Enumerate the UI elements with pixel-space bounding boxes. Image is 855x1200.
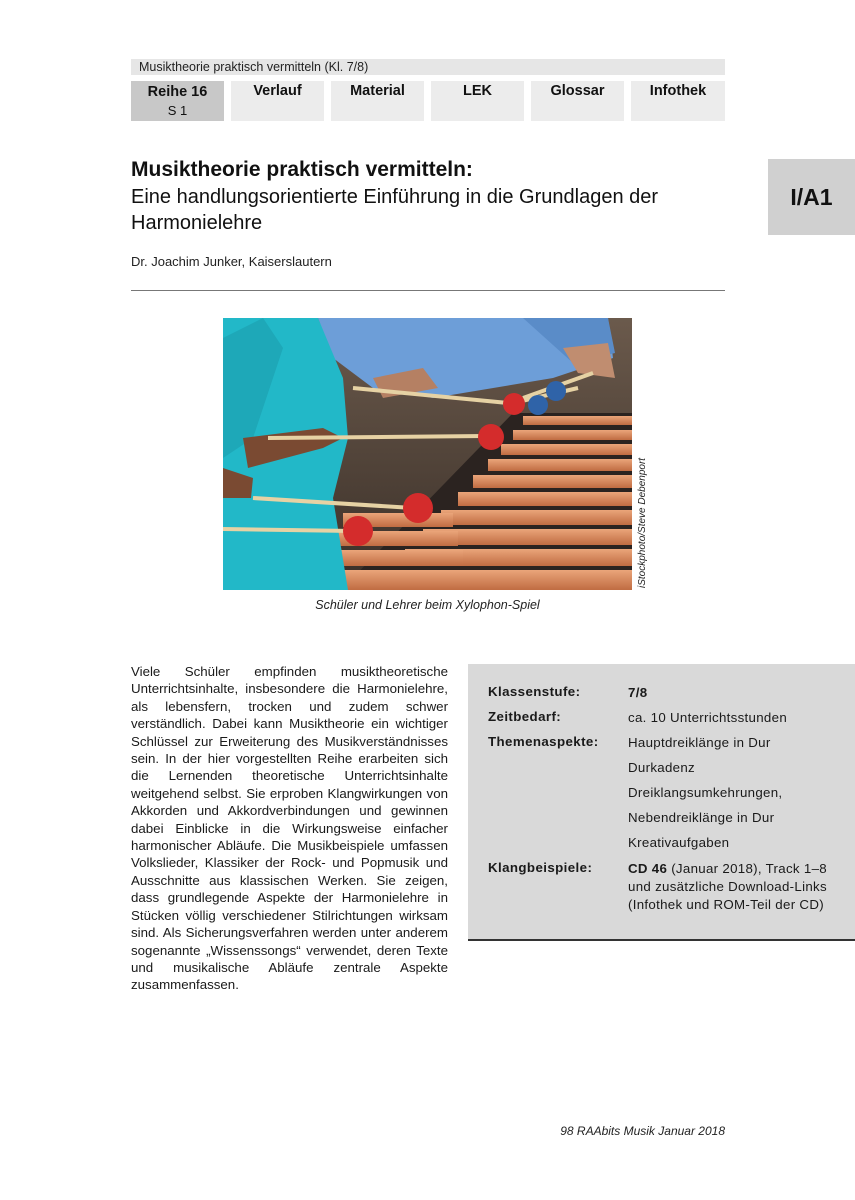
klang-label: Klangbeispiele: [488, 860, 593, 875]
page-title: Musiktheorie praktisch vermitteln: [131, 158, 473, 181]
klang-value [628, 860, 828, 914]
themen-line: Durkadenz [628, 760, 696, 775]
nav-tabs [131, 81, 725, 121]
themen-line: Dreiklangsumkehrungen, [628, 785, 783, 800]
zeitbedarf-label: Zeitbedarf: [488, 709, 562, 724]
themen-values [628, 730, 828, 855]
tab-reihe[interactable] [131, 81, 224, 121]
themen-line: Kreativaufgaben [628, 835, 730, 850]
klassenstufe-value: 7/8 [628, 685, 648, 700]
author-line: Dr. Joachim Junker, Kaiserslautern [131, 254, 332, 269]
intro-text: Viele Schüler empfinden musiktheoretische Unterrichtsinhalte, insbesondere die Harmonielehre, als lebensfern, trocken und zudem schwer verständlich. Dabei kann Musiktheorie ein wichtiger Schlüssel zur Erweiterung des Musikverständnisses sein. In der hier vorgestellten Reihe erarbeiten sich die Lernenden theoretische Unterrichtsinhalte weitgehend selbst. Sie erproben Klangwirkungen von Akkorden und Akkordverbindungen und gewinnen dabei Einblicke in die Wirkungsweise einfacher harmonischer Abläufe. Die Musikbeispiele umfassen Volkslieder, Klassiker der Rock- und Popmusik und Ausschnitte aus klassischen Werken. Sie zeigen, dass grundlegende Aspekte der Harmonielehre in Stücken völlig verschiedener Stilrichtungen wirksam sind. Als Sicherungsverfahren werden unter anderem sogenannte „Wissenssongs“ verwendet, deren Texte und musikalische Abläufe zentrale Aspekte zusammenfassen. [131, 664, 448, 993]
photo-caption: Schüler und Lehrer beim Xylophon-Spiel [315, 598, 540, 612]
reihe-label: Reihe 16 [147, 84, 208, 100]
page-subtitle: Eine handlungsorientierte Einführung in die Grundlagen der Harmonielehre [131, 186, 659, 234]
section-tab: I/A1 [768, 159, 855, 235]
tab-material[interactable]: Material [331, 81, 424, 121]
zeitbedarf-value: ca. 10 Unterrichtsstunden [628, 710, 788, 725]
xylophone-photo [223, 318, 632, 590]
divider [131, 290, 725, 291]
themen-line: Hauptdreiklänge in Dur [628, 735, 771, 750]
themen-label: Themenaspekte: [488, 734, 599, 749]
intro-paragraph [131, 663, 448, 994]
themen-line: Nebendreiklänge in Dur [628, 810, 775, 825]
series-title-bar: Musiktheorie praktisch vermitteln (Kl. 7/8) [131, 59, 725, 75]
page-footer: 98 RAAbits Musik Januar 2018 [560, 1124, 725, 1138]
tab-lek[interactable]: LEK [431, 81, 524, 121]
info-box [468, 664, 855, 941]
tab-verlauf[interactable]: Verlauf [231, 81, 324, 121]
klang-cd: CD 46 [628, 861, 668, 876]
tab-glossar[interactable]: Glossar [531, 81, 624, 121]
photo-credit: iStockphoto/Steve Debenport [637, 457, 648, 588]
tab-infothek[interactable]: Infothek [631, 81, 725, 121]
klang-rest: (Januar 2018), Track 1–8 und zusätzliche Download-Links (Infothek und ROM-Teil der CD) [628, 861, 827, 912]
reihe-page: S 1 [167, 103, 188, 118]
klassenstufe-label: Klassenstufe: [488, 684, 581, 699]
